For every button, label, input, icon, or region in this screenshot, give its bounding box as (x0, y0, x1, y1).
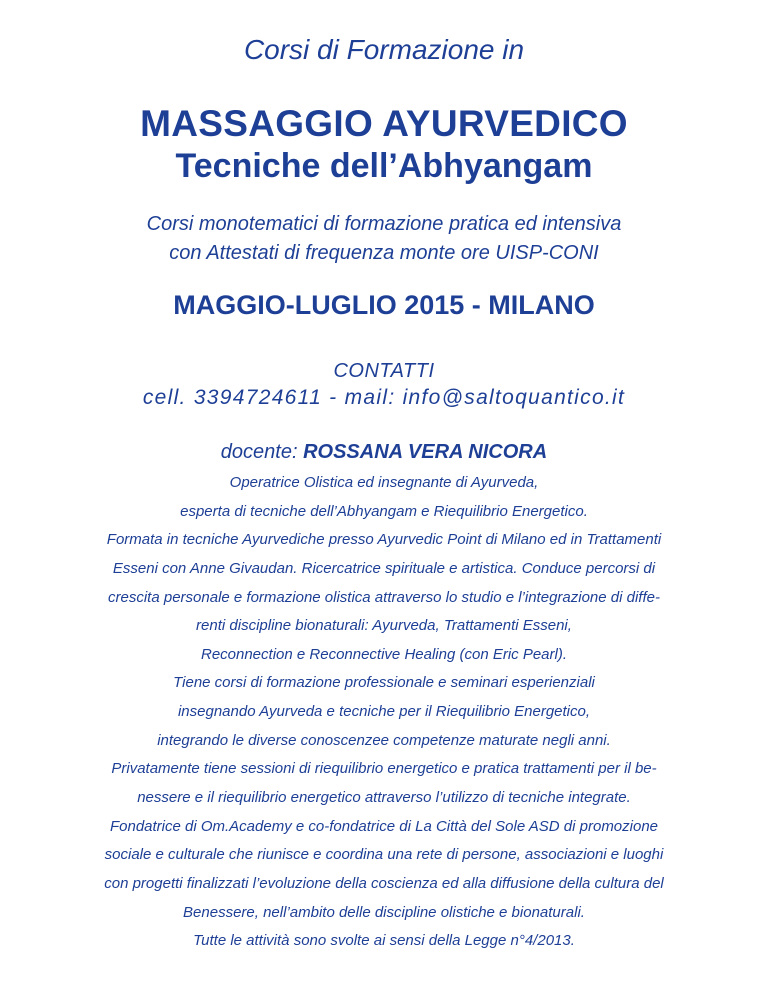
bio-line: nessere e il riequilibrio energetico attraverso l’utilizzo di tecniche integrate. (137, 789, 631, 807)
bio-line: Benessere, nell’ambito delle discipline olistiche e bionaturali. (183, 903, 585, 921)
bio-line: integrando le diverse conoscenzee competenze maturate negli anni. (157, 731, 611, 749)
main-title: MASSAGGIO AYURVEDICO (140, 103, 628, 144)
mail-prefix: mail: (344, 386, 403, 409)
course-dates: MAGGIO-LUGLIO 2015 - MILANO (173, 290, 595, 320)
bio-line: Tiene corsi di formazione professionale e seminari esperienziali (173, 674, 595, 692)
bio-line: Formata in tecniche Ayurvediche presso Ayurvedic Point di Milano ed in Trattamenti (106, 531, 662, 549)
bio-line: Tutte le attività sono svolte ai sensi della Legge n°4/2013. (193, 932, 575, 950)
bio-line: Reconnection e Reconnective Healing (con Eric Pearl). (200, 645, 568, 663)
contact-separator: - (322, 386, 345, 409)
bio-line: sociale e culturale che riunisce e coordina una rete di persone, associazioni e luoghi (104, 846, 664, 864)
teacher-bio (26, 469, 742, 956)
teacher-line (0, 441, 768, 464)
description-line-1: Corsi monotematici di formazione pratica ed intensiva (146, 213, 622, 235)
bio-line: insegnando Ayurveda e tecniche per il Riequilibrio Energetico, (177, 703, 591, 721)
email-link[interactable]: info@saltoquantico.it (402, 386, 626, 409)
subtitle: Tecniche dell’Abhyangam (175, 147, 593, 185)
bio-line: crescita personale e formazione olistica attraverso lo studio e l’integrazione di diffe- (108, 588, 660, 606)
bio-line: Operatrice Olistica ed insegnante di Ayurveda, (229, 474, 539, 491)
bio-line: Esseni con Anne Givaudan. Ricercatrice spirituale e artistica. Conduce percorsi di (112, 559, 656, 577)
bio-line: Privatamente tiene sessioni di riequilibrio energetico e pratica trattamenti per il be- (111, 760, 657, 778)
phone-prefix: cell. (142, 386, 194, 409)
bio-line: Fondatrice di Om.Academy e co-fondatrice di La Città del Sole ASD di promozione (109, 817, 659, 835)
intro-line: Corsi di Formazione in (243, 34, 525, 65)
teacher-name: ROSSANA VERA NICORA (303, 441, 548, 463)
teacher-label: docente: (220, 441, 304, 463)
contacts-title: CONTATTI (333, 360, 435, 382)
bio-line: esperta di tecniche dell’Abhyangam e Riequilibrio Energetico. (180, 502, 588, 520)
bio-line: con progetti finalizzati l’evoluzione della coscienza ed alla diffusione della cultura del (104, 874, 664, 892)
contacts-line (0, 386, 768, 410)
bio-line: renti discipline bionaturali: Ayurveda, Trattamenti Esseni, (196, 617, 572, 635)
description-line-2: con Attestati di frequenza monte ore UISP-CONI (169, 242, 599, 264)
phone-number[interactable]: 3394724611 (193, 386, 323, 409)
